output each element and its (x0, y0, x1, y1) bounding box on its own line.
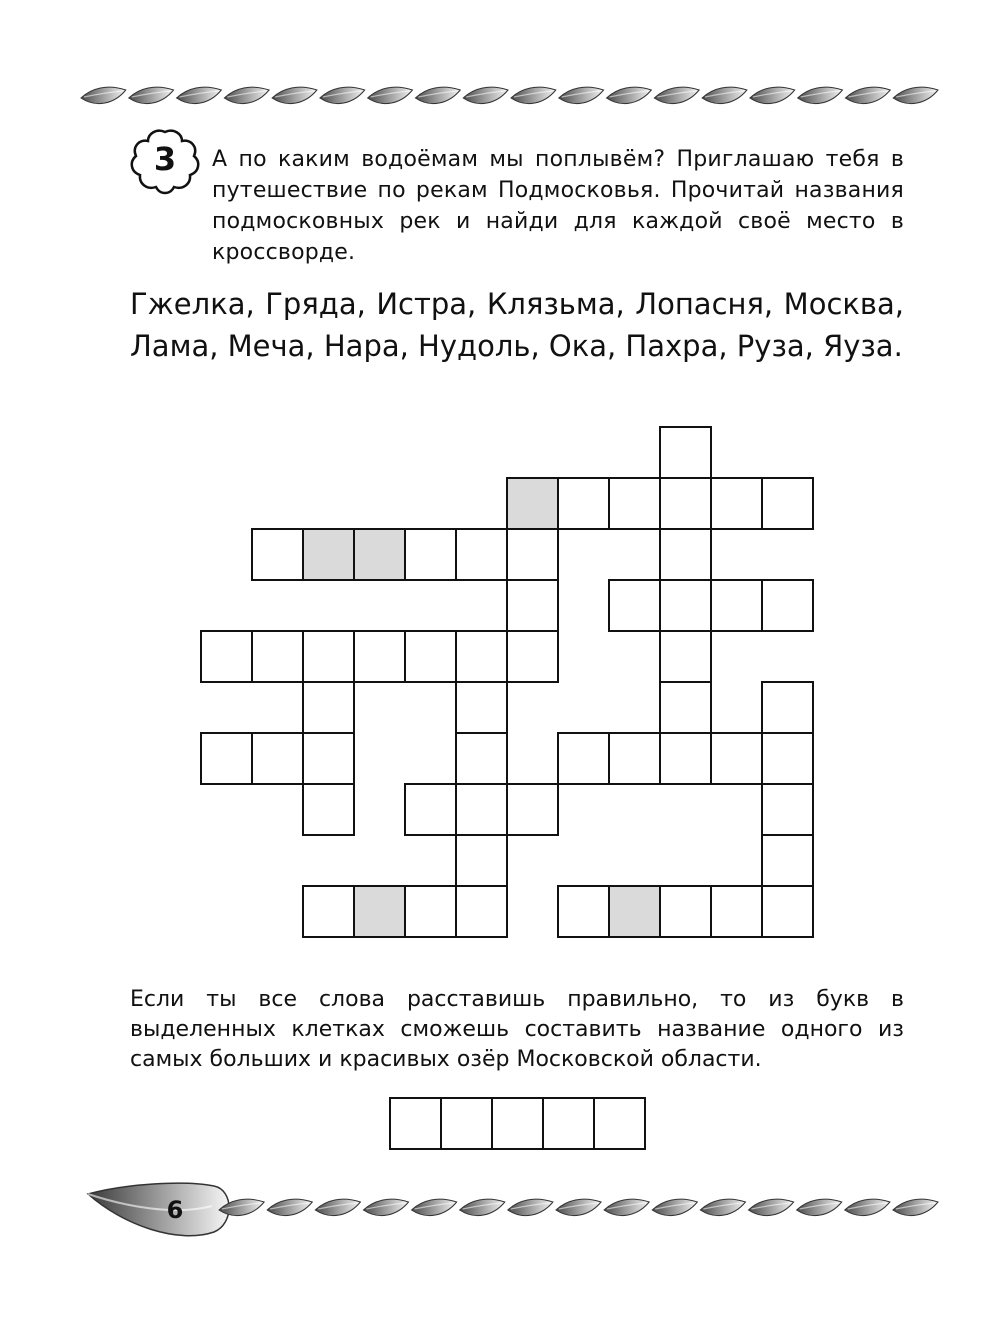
crossword-cell[interactable] (659, 579, 712, 632)
task-number: 3 (153, 140, 177, 178)
crossword-cell[interactable] (557, 477, 610, 530)
crossword-cell[interactable] (455, 528, 508, 581)
crossword-cell[interactable] (761, 681, 814, 734)
crossword-cell[interactable] (455, 681, 508, 734)
crossword-cell[interactable] (455, 885, 508, 938)
crossword-cell[interactable] (506, 630, 559, 683)
crossword-cell[interactable] (557, 732, 610, 785)
leaf-icon (559, 87, 604, 103)
leaf-icon (81, 87, 126, 103)
crossword-cell-highlighted[interactable] (506, 477, 559, 530)
crossword-cell[interactable] (659, 885, 712, 938)
crossword-cell-highlighted[interactable] (353, 528, 406, 581)
top-leaf-border (80, 78, 940, 114)
leaf-icon (797, 1199, 842, 1215)
leaf-icon (219, 1199, 264, 1215)
crossword-cell[interactable] (608, 732, 661, 785)
leaf-icon (272, 87, 317, 103)
leaf-icon (129, 87, 174, 103)
crossword-cell[interactable] (761, 783, 814, 836)
answer-cell[interactable] (491, 1097, 544, 1150)
crossword-cell[interactable] (710, 732, 763, 785)
crossword-cell-highlighted[interactable] (353, 885, 406, 938)
page-number: 6 (166, 1196, 184, 1224)
crossword-cell-highlighted[interactable] (302, 528, 355, 581)
answer-cell[interactable] (440, 1097, 493, 1150)
crossword-cell[interactable] (659, 426, 712, 479)
crossword-cell-highlighted[interactable] (608, 885, 661, 938)
leaf-icon (607, 87, 652, 103)
leaf-icon (652, 1199, 697, 1215)
crossword-cell[interactable] (251, 630, 304, 683)
crossword-cell[interactable] (659, 732, 712, 785)
crossword-cell[interactable] (659, 477, 712, 530)
leaf-icon (315, 1199, 360, 1215)
leaf-icon (363, 1199, 408, 1215)
crossword-cell[interactable] (455, 783, 508, 836)
leaf-icon (893, 87, 938, 103)
crossword-cell[interactable] (608, 579, 661, 632)
crossword-cell[interactable] (455, 732, 508, 785)
leaf-icon (463, 87, 508, 103)
crossword-cell[interactable] (251, 528, 304, 581)
crossword-cell[interactable] (506, 579, 559, 632)
crossword-cell[interactable] (200, 630, 253, 683)
crossword-cell[interactable] (404, 630, 457, 683)
leaf-icon (556, 1199, 601, 1215)
answer-cell[interactable] (593, 1097, 646, 1150)
leaf-icon (177, 87, 222, 103)
leaf-icon (508, 1199, 553, 1215)
crossword-cell[interactable] (608, 477, 661, 530)
crossword-cell[interactable] (761, 885, 814, 938)
crossword-cell[interactable] (404, 783, 457, 836)
crossword-cell[interactable] (761, 732, 814, 785)
leaf-icon (654, 87, 699, 103)
answer-cell[interactable] (389, 1097, 442, 1150)
task-intro-text: А по каким водоёмам мы поплывём? Приглашаю тебя в путешествие по рекам Подмосковья. Прочитай названия подмосковных рек и найди для каждой своё место в кроссворде. (212, 147, 904, 265)
leaf-icon (702, 87, 747, 103)
crossword-cell[interactable] (302, 732, 355, 785)
crossword-cell[interactable] (710, 579, 763, 632)
leaf-icon (511, 87, 556, 103)
crossword-cell[interactable] (659, 528, 712, 581)
crossword-cell[interactable] (455, 630, 508, 683)
leaf-icon (700, 1199, 745, 1215)
leaf-icon (748, 1199, 793, 1215)
crossword-cell[interactable] (302, 885, 355, 938)
crossword-cell[interactable] (251, 732, 304, 785)
leaf-icon (415, 87, 460, 103)
crossword-cell[interactable] (302, 681, 355, 734)
leaf-icon (267, 1199, 312, 1215)
crossword-cell[interactable] (557, 885, 610, 938)
leaf-icon (368, 87, 413, 103)
bottom-leaf-border (218, 1190, 940, 1226)
river-word-list: Гжелка, Гряда, Истра, Клязьма, Лопасня, Москва, Лама, Меча, Нара, Нудоль, Ока, Пахра, Руза, Яуза. (130, 287, 904, 363)
crossword-cell[interactable] (455, 834, 508, 887)
answer-cell[interactable] (542, 1097, 595, 1150)
leaf-icon (224, 87, 269, 103)
leaf-icon (798, 87, 843, 103)
leaf-icon (893, 1199, 938, 1215)
leaf-icon (845, 1199, 890, 1215)
crossword-cell[interactable] (404, 885, 457, 938)
crossword-cell[interactable] (710, 477, 763, 530)
crossword-cell[interactable] (302, 630, 355, 683)
crossword-cell[interactable] (761, 579, 814, 632)
leaf-icon (604, 1199, 649, 1215)
leaf-icon (845, 87, 890, 103)
crossword-cell[interactable] (353, 630, 406, 683)
crossword-cell[interactable] (659, 630, 712, 683)
crossword-cell[interactable] (302, 783, 355, 836)
leaf-icon (750, 87, 795, 103)
crossword-cell[interactable] (761, 477, 814, 530)
crossword-cell[interactable] (659, 681, 712, 734)
crossword-cell[interactable] (200, 732, 253, 785)
hint-text: Если ты все слова расставишь правильно, то из букв в выделенных клетках сможешь составить название одного из самых больших и красивых озёр Московской области. (130, 987, 904, 1072)
crossword-cell[interactable] (506, 783, 559, 836)
leaf-icon (460, 1199, 505, 1215)
leaf-icon (320, 87, 365, 103)
crossword-cell[interactable] (506, 528, 559, 581)
crossword-cell[interactable] (761, 834, 814, 887)
leaf-icon (412, 1199, 457, 1215)
crossword-cell[interactable] (710, 885, 763, 938)
crossword-cell[interactable] (404, 528, 457, 581)
